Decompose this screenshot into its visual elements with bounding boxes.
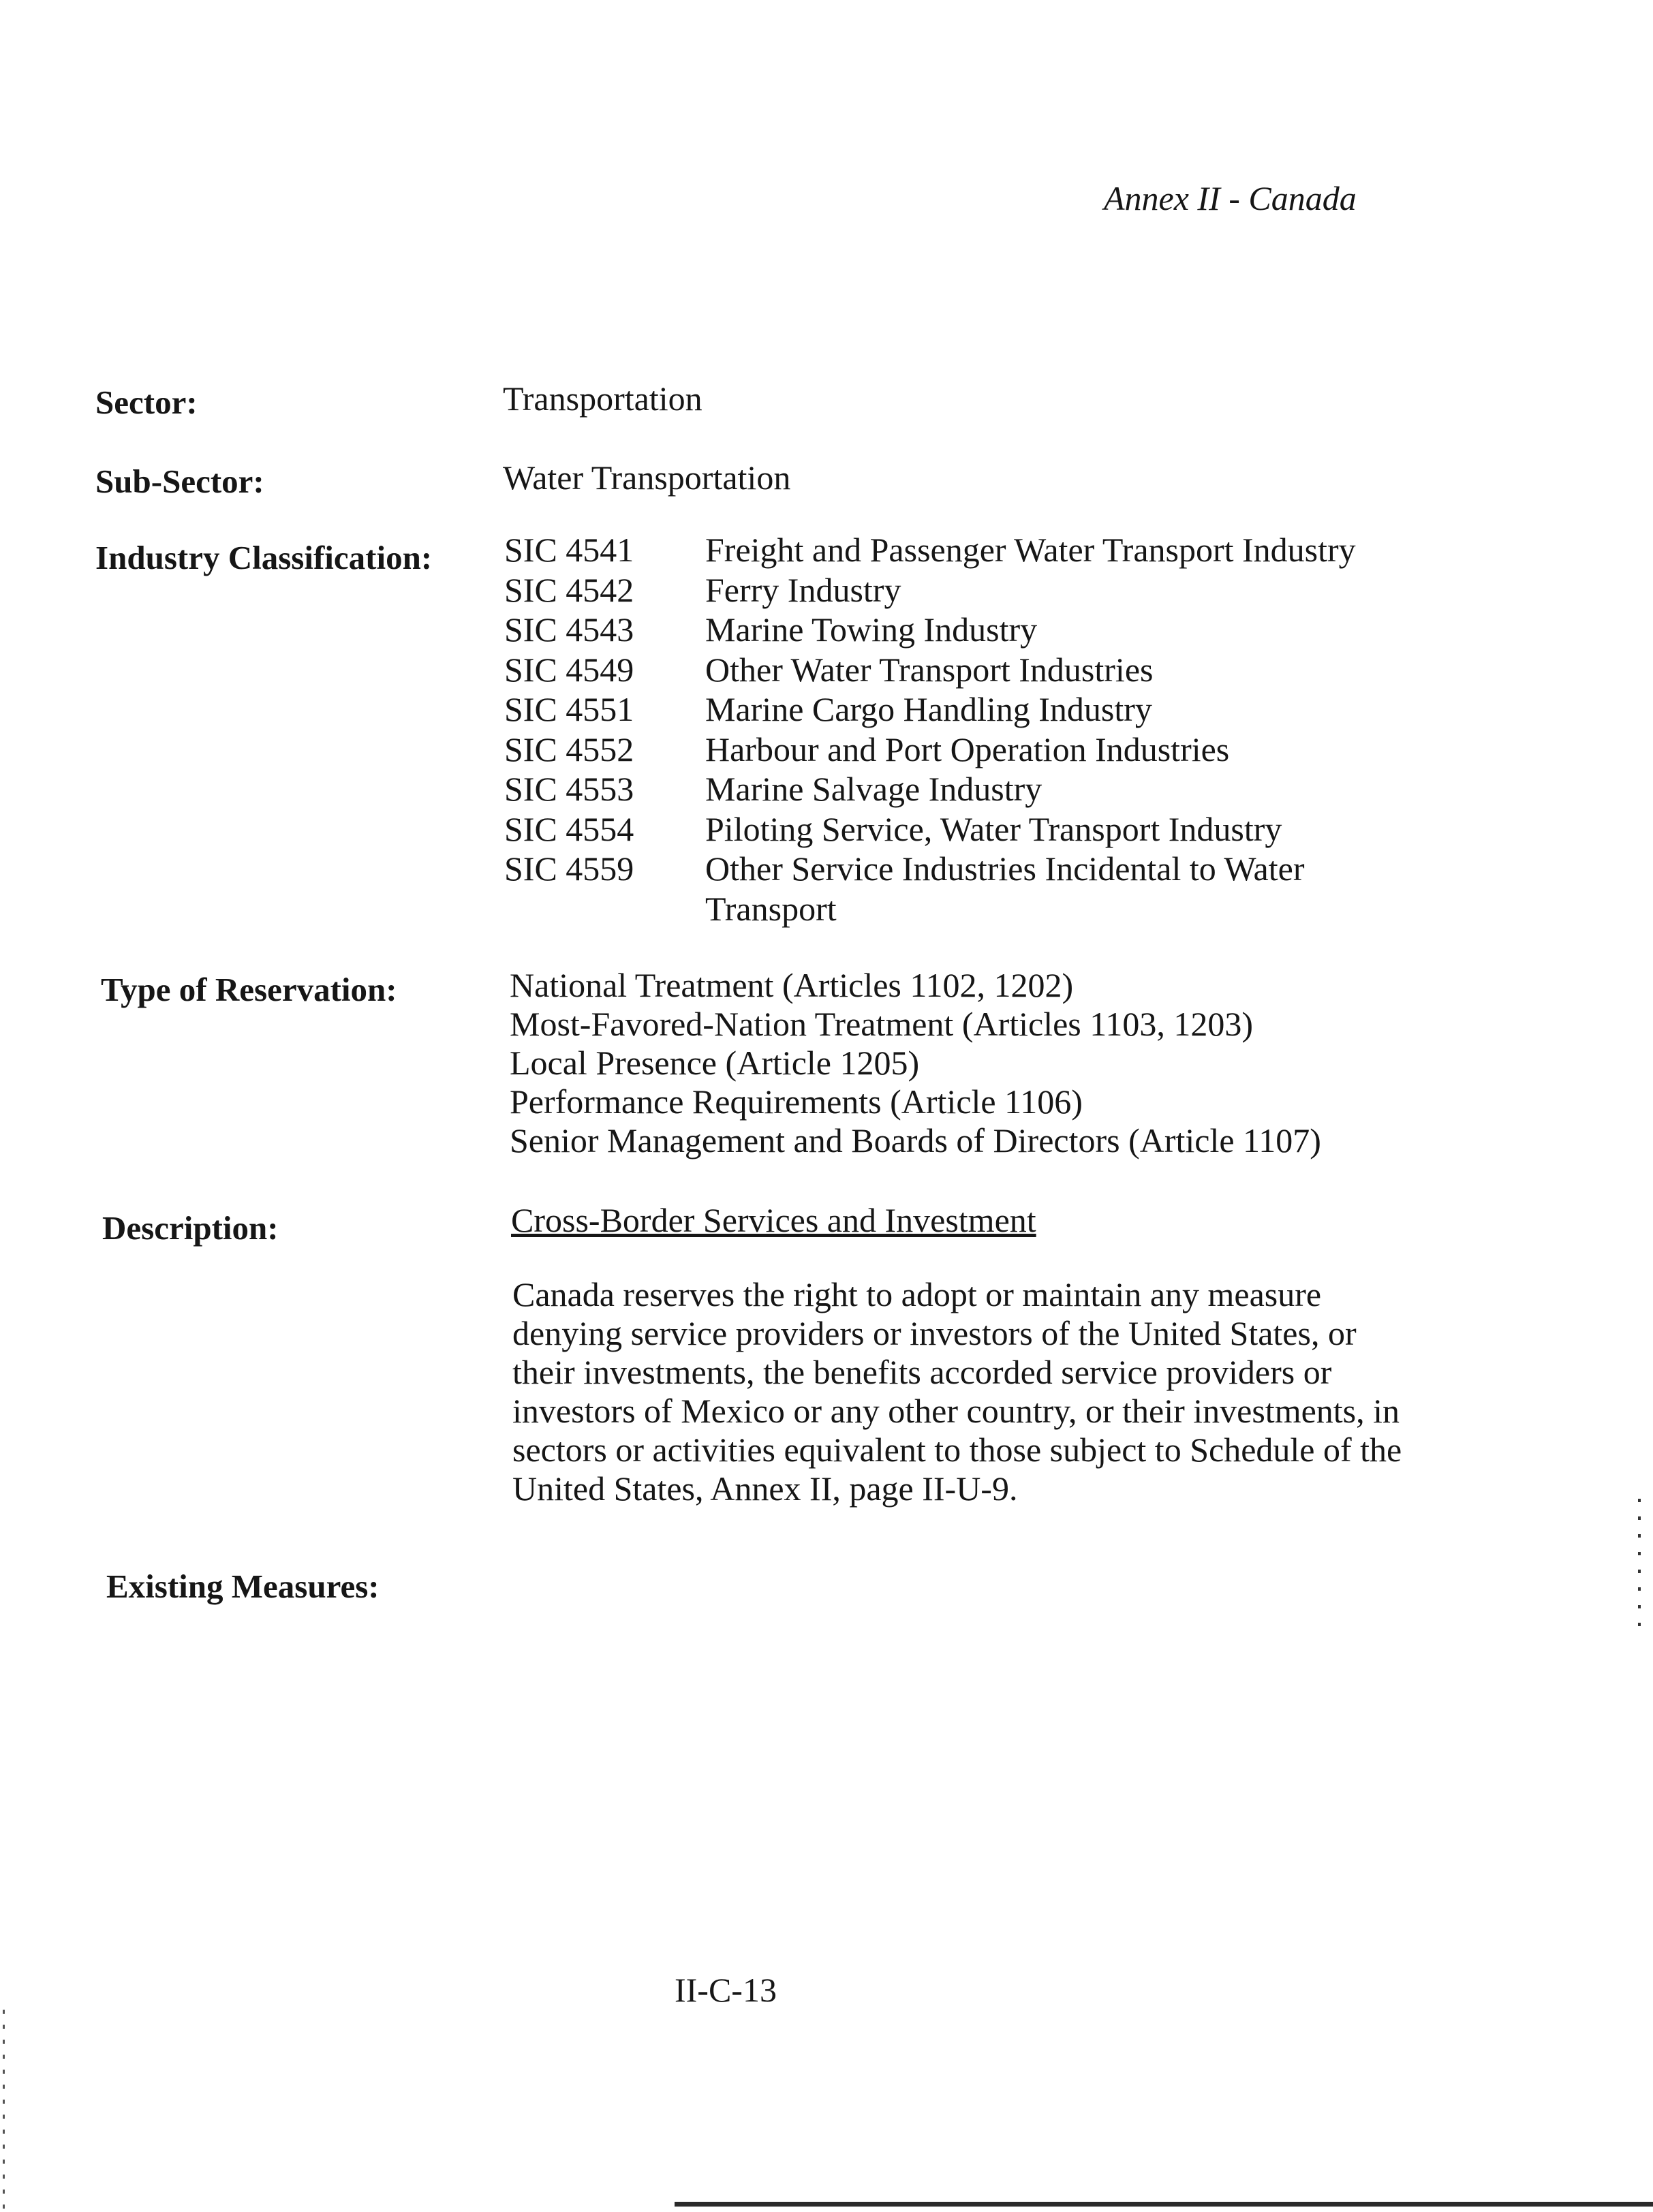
subsector-label: Sub-Sector: <box>95 463 264 500</box>
sector-value: Transportation <box>503 379 702 418</box>
reservation-type-item: Senior Management and Boards of Directors (Article 1107) <box>510 1121 1321 1159</box>
reservation-type-item: National Treatment (Articles 1102, 1202) <box>510 966 1074 1004</box>
reservation-type-item: Local Presence (Article 1205) <box>510 1044 920 1082</box>
scan-margin-marks <box>1638 1499 1641 1635</box>
reservation-type-item: Performance Requirements (Article 1106) <box>510 1082 1083 1121</box>
sic-row <box>504 689 1387 730</box>
sic-code: SIC 4552 <box>504 730 634 768</box>
description-label: Description: <box>102 1209 279 1247</box>
sic-description: Other Water Transport Industries <box>705 650 1154 689</box>
scan-edge-marks <box>3 2010 5 2212</box>
sic-row <box>504 610 1387 650</box>
annex-title: Annex II - Canada <box>1104 179 1357 217</box>
type-of-reservation-label: Type of Reservation: <box>101 971 397 1008</box>
sic-description: Piloting Service, Water Transport Industry <box>705 809 1282 848</box>
description-body: Canada reserves the right to adopt or maintain any measure denying service providers or investors of the United States, or their investments, the benefits accorded service providers or investors of Mexico or any other country, or their investments, in sectors or activities equivalent to those subject to Schedule of the United States, Annex II, page II-U-9. <box>512 1275 1402 1508</box>
sic-description: Marine Salvage Industry <box>705 770 1042 808</box>
sic-description: Harbour and Port Operation Industries <box>705 730 1230 768</box>
sic-row <box>504 769 1387 809</box>
sic-row <box>504 650 1387 690</box>
description-heading: Cross-Border Services and Investment <box>511 1201 1036 1239</box>
subsector-value: Water Transportation <box>503 458 791 497</box>
sic-row <box>504 530 1387 570</box>
sic-row <box>504 730 1387 770</box>
sic-code: SIC 4541 <box>504 531 634 569</box>
sic-code: SIC 4554 <box>504 809 634 848</box>
existing-measures-label: Existing Measures: <box>106 1568 380 1605</box>
scan-edge-rule <box>675 2202 1653 2207</box>
industry-classification-label: Industry Classification: <box>95 539 433 576</box>
sic-code: SIC 4553 <box>504 770 634 808</box>
sic-description: Ferry Industry <box>705 570 901 609</box>
page-number: II-C-13 <box>675 1971 777 2009</box>
sic-row <box>504 570 1387 610</box>
sic-row <box>504 809 1387 850</box>
sic-code: SIC 4551 <box>504 690 634 728</box>
industry-classification-table <box>504 530 1387 929</box>
sector-label: Sector: <box>95 384 198 421</box>
sic-description: Freight and Passenger Water Transport Industry <box>705 531 1356 569</box>
sic-code: SIC 4542 <box>504 570 634 609</box>
reservation-type-list <box>510 966 1321 1160</box>
sic-code: SIC 4543 <box>504 610 634 649</box>
sic-row <box>504 849 1387 929</box>
sic-description: Marine Cargo Handling Industry <box>705 690 1152 728</box>
sic-code: SIC 4549 <box>504 650 634 689</box>
sic-description: Other Service Industries Incidental to Water Transport <box>705 850 1305 928</box>
sic-code: SIC 4559 <box>504 850 634 888</box>
reservation-type-item: Most-Favored-Nation Treatment (Articles 1103, 1203) <box>510 1005 1254 1043</box>
sic-description: Marine Towing Industry <box>705 610 1038 649</box>
